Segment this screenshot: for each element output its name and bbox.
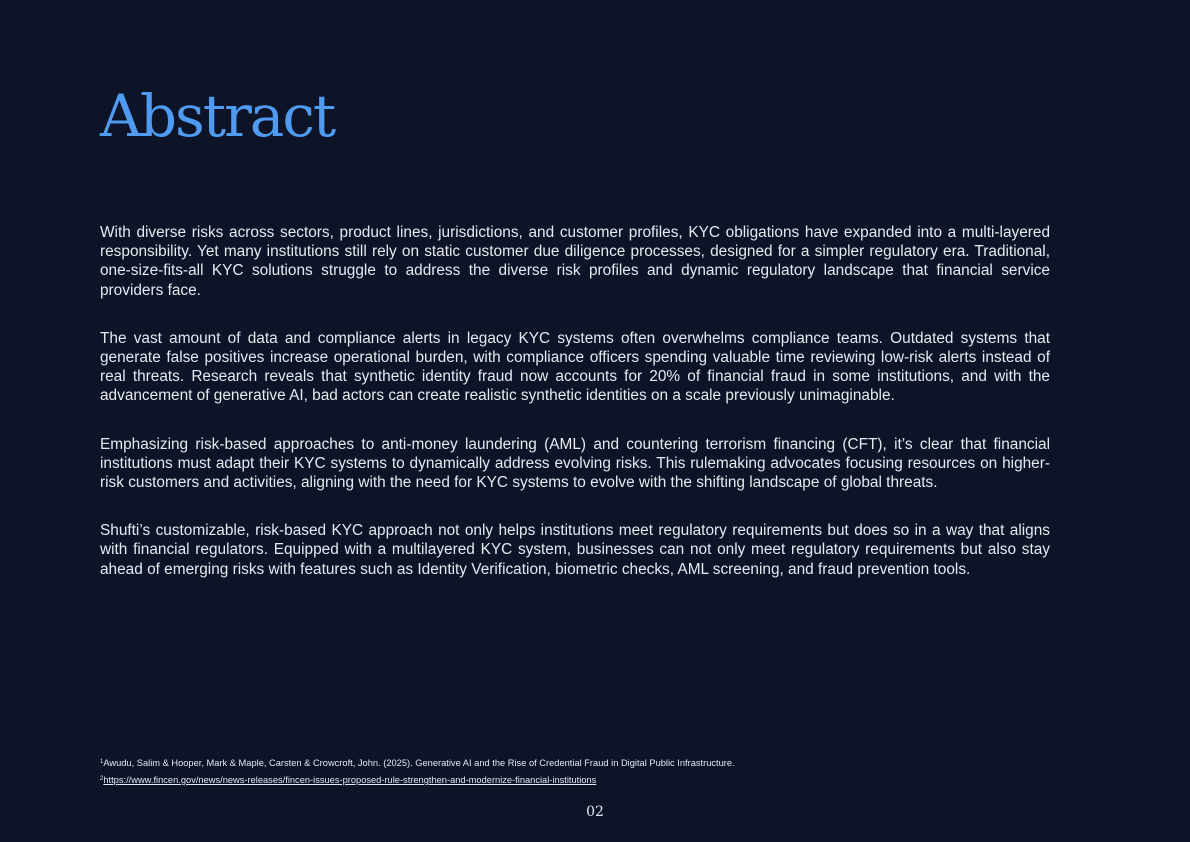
footnote-text-1: Awudu, Salim & Hooper, Mark & Maple, Carsten & Crowcroft, John. (2025). Generative AI and the Rise of Credential Fraud in Digital Public Infrastructure. [103,758,735,768]
footnote-marker-1: 1 [100,759,104,765]
footnote-link-2[interactable]: https://www.fincen.gov/news/news-releases/fincen-issues-proposed-rule-strengthen-and-modernize-financial-institutions [103,775,597,785]
footnote-2 [100,771,1080,788]
paragraph-4: Shufti’s customizable, risk-based KYC approach not only helps institutions meet regulatory requirements but does so in a way that aligns with financial regulators. Equipped with a multilayered KYC system, businesses can not only meet regulatory requirements but also stay ahead of emerging risks with features such as Identity Verification, biometric checks, AML screening, and fraud prevention tools. [100,522,1050,578]
abstract-body [100,223,1050,608]
footnote-1 [100,754,1080,771]
footnote-marker-2: 2 [100,776,104,782]
paragraph-1: With diverse risks across sectors, product lines, jurisdictions, and customer profiles, KYC obligations have expanded into a multi-layered responsibility. Yet many institutions still rely on static customer due diligence processes, designed for a simpler regulatory era. Traditional, one-size-fits-all KYC solutions struggle to address the diverse risk profiles and dynamic regulatory landscape that financial service providers face. [100,224,1050,299]
page-number: 02 [586,804,604,820]
paragraph-3: Emphasizing risk-based approaches to anti-money laundering (AML) and countering terrorism financing (CFT), it’s clear that financial institutions must adapt their KYC systems to dynamically address evolving risks. This rulemaking advocates focusing resources on higher-risk customers and activities, aligning with the need for KYC systems to evolve with the shifting landscape of global threats. [100,435,1050,492]
page-title: Abstract [100,82,335,150]
paragraph-2: The vast amount of data and compliance alerts in legacy KYC systems often overwhelms compliance teams. Outdated systems that generate false positives increase operational burden, with compliance officers spending valuable time reviewing low-risk alerts instead of real threats. Research reveals that synthetic identity fraud now accounts for 20% of financial fraud in some institutions, and with the advancement of generative AI, bad actors can create realistic synthetic identities on a scale previously unimaginable. [100,329,1050,405]
footnotes [100,754,1080,788]
